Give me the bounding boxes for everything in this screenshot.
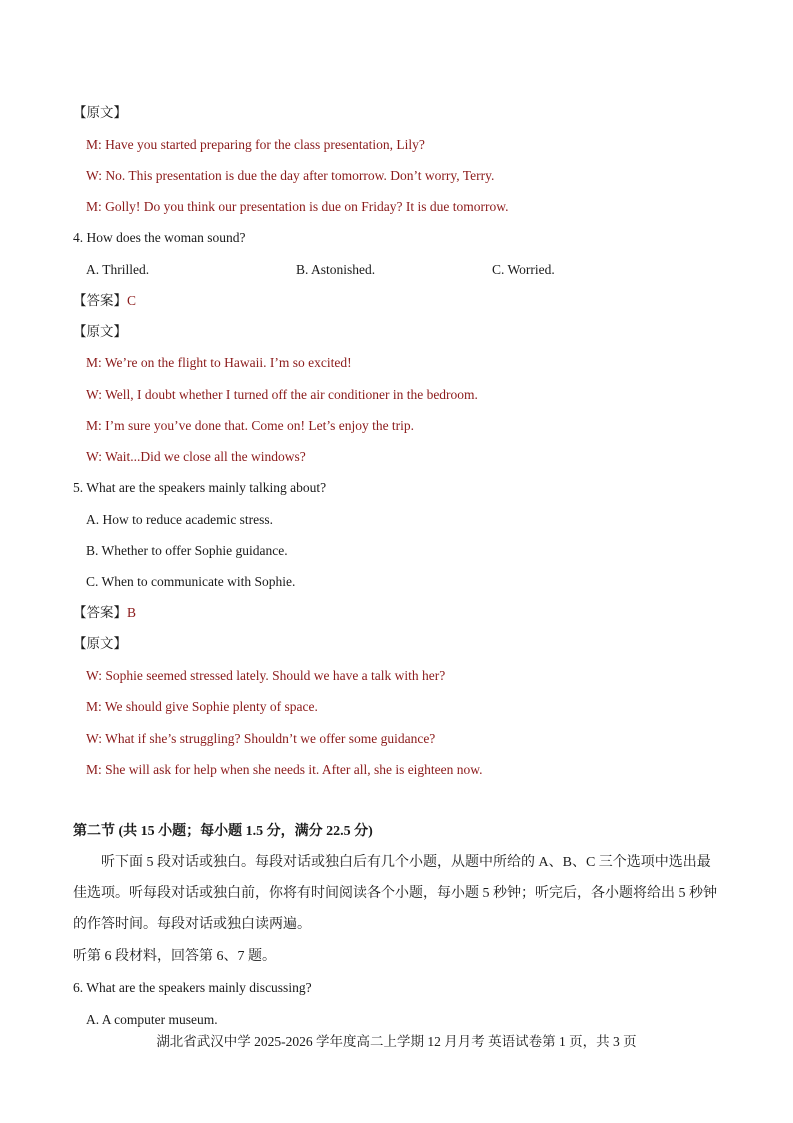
transcript-line: M: I’m sure you’ve done that. Come on! Let’s enjoy the trip. — [86, 418, 415, 433]
answer-label: 【答案】 — [73, 605, 127, 620]
transcript-line: M: Have you started preparing for the class presentation, Lily? — [86, 137, 425, 152]
yuanwen-label: 【原文】 — [73, 324, 127, 339]
answer-value: B — [127, 605, 137, 620]
transcript-line: M: We should give Sophie plenty of space. — [86, 699, 318, 714]
transcript-line: W: What if she’s struggling? Shouldn’t we offer some guidance? — [86, 731, 436, 746]
q4-option-b: B. Astonished. — [296, 262, 376, 277]
answer-value: C — [127, 293, 137, 308]
yuanwen-label: 【原文】 — [73, 636, 127, 651]
q6-option-a: A. A computer museum. — [86, 1012, 218, 1027]
transcript-line: W: No. This presentation is due the day after tomorrow. Don’t worry, Terry. — [86, 168, 495, 183]
instruction-text: 听下面 5 段对话或独白。每段对话或独白后有几个小题，从题中所给的 A、B、C 三个选项中选出最佳选项。听每段对话或独白前，你将有时间阅读各个小题，每小题 5 秒钟；听完后，各小题将给出 5 秒钟的作答时间。每段对话或独白读两遍。 — [73, 855, 717, 932]
answer-row — [73, 292, 136, 310]
transcript-line: M: She will ask for help when she needs it. After all, she is eighteen now. — [86, 762, 483, 777]
q5-option-a: A. How to reduce academic stress. — [86, 512, 274, 527]
q5-option-c: C. When to communicate with Sophie. — [86, 574, 296, 589]
q4-option-c: C. Worried. — [492, 262, 555, 277]
transcript-line: M: We’re on the flight to Hawaii. I’m so excited! — [86, 355, 352, 370]
transcript-line: M: Golly! Do you think our presentation is due on Friday? It is due tomorrow. — [86, 199, 509, 214]
question-6: 6. What are the speakers mainly discussing? — [73, 980, 312, 995]
question-5: 5. What are the speakers mainly talking about? — [73, 480, 327, 495]
section-heading: 第二节 (共 15 小题；每小题 1.5 分，满分 22.5 分) — [73, 824, 373, 839]
section-instruction — [73, 847, 723, 940]
transcript-line: W: Wait...Did we close all the windows? — [86, 449, 306, 464]
q4-option-a: A. Thrilled. — [86, 262, 150, 277]
answer-label: 【答案】 — [73, 293, 127, 308]
material-note: 听第 6 段材料，回答第 6、7 题。 — [73, 949, 276, 964]
page-footer: 湖北省武汉中学 2025-2026 学年度高二上学期 12 月月考 英语试卷第 1 页，共 3 页 — [156, 1034, 637, 1049]
yuanwen-label: 【原文】 — [73, 105, 127, 120]
transcript-line: W: Sophie seemed stressed lately. Should we have a talk with her? — [86, 668, 446, 683]
q5-option-b: B. Whether to offer Sophie guidance. — [86, 543, 288, 558]
answer-row — [73, 604, 136, 622]
transcript-line: W: Well, I doubt whether I turned off the air conditioner in the bedroom. — [86, 387, 478, 402]
question-4: 4. How does the woman sound? — [73, 230, 246, 245]
